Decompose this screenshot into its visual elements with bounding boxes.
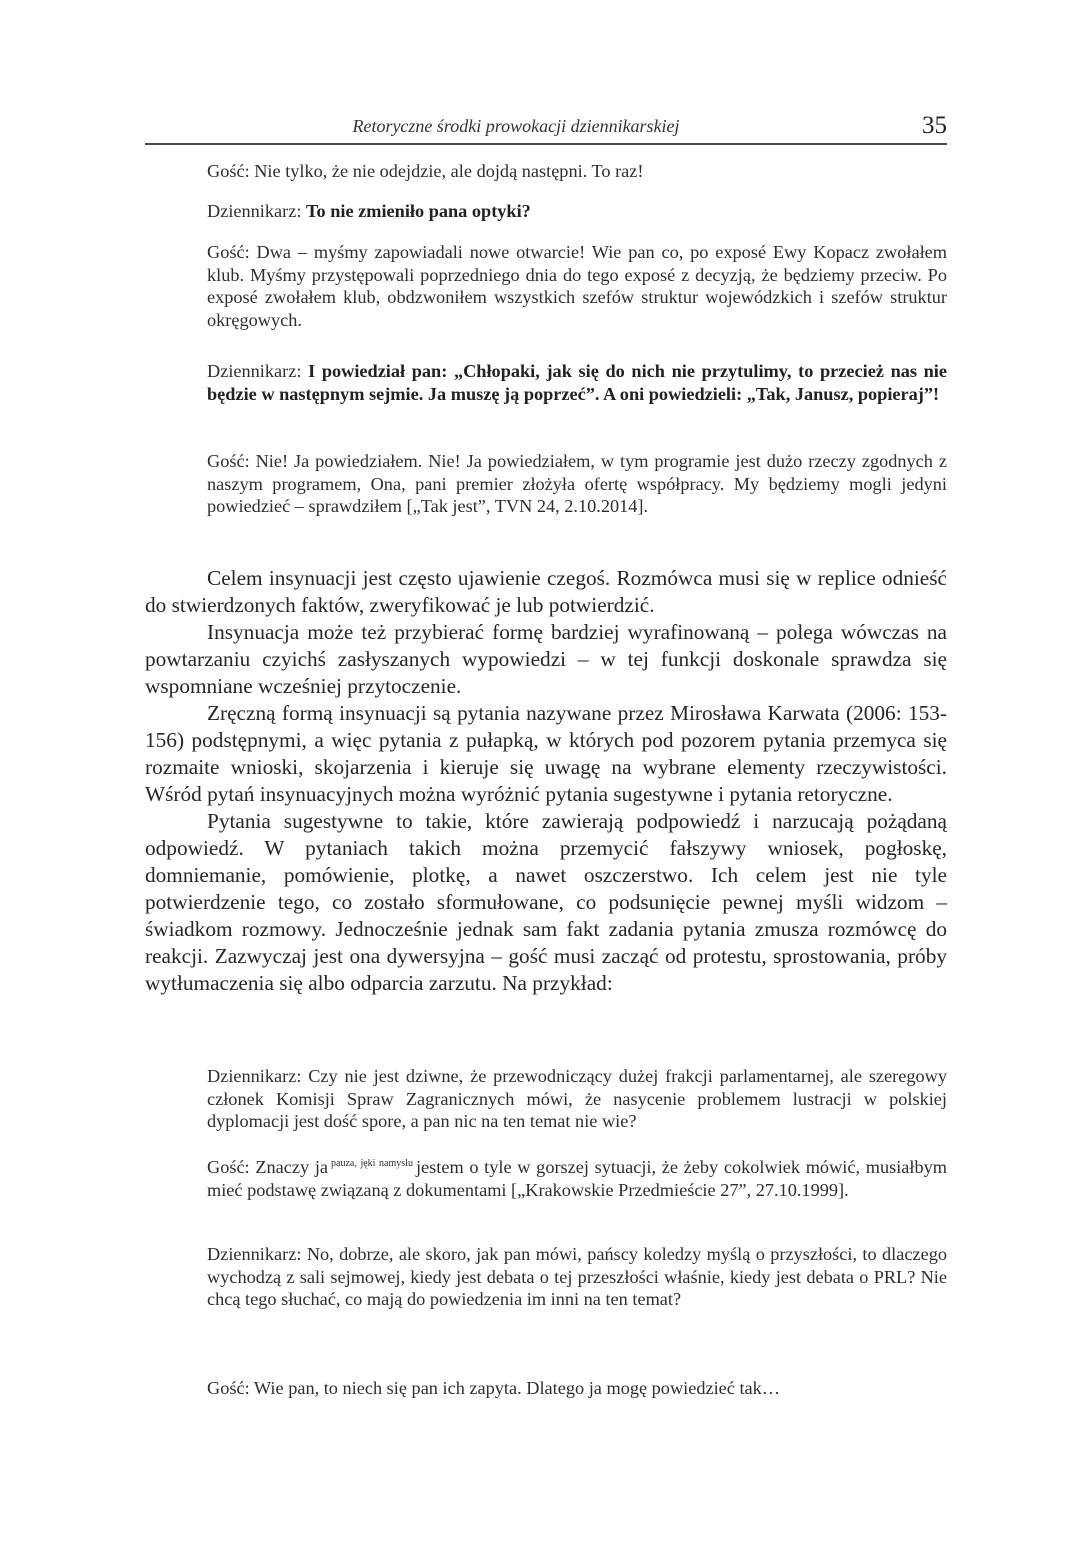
utterance-part: jestem o tyle w gorszej sytuacji, że żeby cokolwiek mówić, musiałbym mieć podstawę związaną z dokumentami [„Krakowskie Przedmieście 27”, 27.10.1999].	[207, 1157, 947, 1200]
paragraph: Pytania sugestywne to takie, które zawierają podpowiedź i narzucają pożądaną odpowiedź. W pytaniach takich można przemycić fałszywy wniosek, pogłoskę, domniemanie, pomówienie, plotkę, a nawet oszczerstwo. Ich celem jest nie tyle potwierdzenie tego, co zostało sformułowane, co podsunięcie pewnej myśli widzom – świadkom rozmowy. Jednocześnie jednak sam fakt zadania pytania zmusza rozmówcę do reakcji. Zazwyczaj jest ona dywersyjna – gość musi zacząć od protestu, sprostowania, próby wytłumaczenia się albo odparcia zarzutu. Na przykład:	[145, 809, 947, 995]
speaker-label: Gość:	[207, 161, 250, 181]
body-text	[145, 565, 947, 997]
utterance: Nie! Ja powiedziałem. Nie! Ja powiedziałem, w tym programie jest dużo rzeczy zgodnych z naszym programem, Ona, pani premier złożyła ofertę współpracy. My będziemy mogli jedyni powiedzieć – sprawdziłem [„Tak jest”, TVN 24, 2.10.2014].	[207, 451, 947, 516]
dialog-line	[207, 241, 947, 331]
dialog-line	[207, 1153, 947, 1201]
stage-direction-superscript: pauza, jęki namysłu	[331, 1158, 413, 1169]
dialog-line	[207, 450, 947, 518]
utterance: Dwa – myśmy zapowiadali nowe otwarcie! Wie pan co, po exposé Ewy Kopacz zwołałem klub. Myśmy przystępowali poprzedniego dnia do tego exposé z decyzją, że będziemy przeciw. Po exposé zwołałem klub, obdzwoniłem wszystkich szefów struktur wojewódzkich i szefów struktur okręgowych.	[207, 242, 947, 330]
utterance: Nie tylko, że nie odejdzie, ale dojdą następni. To raz!	[254, 161, 644, 181]
paragraph: Celem insynuacji jest często ujawienie czegoś. Rozmówca musi się w replice odnieść do stwierdzonych faktów, zweryfikować je lub potwierdzić.	[145, 566, 947, 617]
dialog-line	[207, 200, 947, 223]
dialog-line	[207, 1377, 947, 1400]
speaker-label: Dziennikarz:	[207, 201, 302, 221]
utterance: To nie zmieniło pana optyki?	[305, 201, 531, 221]
speaker-label: Dziennikarz:	[207, 361, 302, 381]
header-rule	[145, 143, 947, 145]
dialog-line	[207, 360, 947, 405]
speaker-label: Gość:	[207, 242, 250, 262]
page-number: 35	[922, 112, 947, 139]
speaker-label: Dziennikarz:	[207, 1244, 302, 1264]
running-title: Retoryczne środki prowokacji dziennikarskiej	[352, 116, 680, 136]
speaker-label: Dziennikarz:	[207, 1066, 302, 1086]
dialog-line	[207, 160, 947, 183]
speaker-label: Gość:	[207, 1157, 250, 1177]
utterance: No, dobrze, ale skoro, jak pan mówi, pańscy koledzy myślą o przyszłości, to dlaczego wychodzą z sali sejmowej, kiedy jest debata o tej przeszłości właśnie, kiedy jest debata o PRL? Nie chcą tego słuchać, co mają do powiedzenia im inni na ten temat?	[207, 1244, 947, 1309]
dialog-line	[207, 1243, 947, 1311]
speaker-label: Gość:	[207, 1378, 250, 1398]
utterance: Wie pan, to niech się pan ich zapyta. Dlatego ja mogę powiedzieć tak…	[253, 1378, 781, 1398]
paragraph: Zręczną formą insynuacji są pytania nazywane przez Mirosława Karwata (2006: 153-156) podstępnymi, a więc pytania z pułapką, w których pod pozorem pytania przemyca się rozmaite wnioski, skojarzenia i kieruje się uwagę na wybrane elementy rzeczywistości. Wśród pytań insynuacyjnych można wyróżnić pytania sugestywne i pytania retoryczne.	[145, 701, 947, 806]
utterance-part: Znaczy ja	[255, 1157, 329, 1177]
dialog-line	[207, 1065, 947, 1133]
utterance: I powiedział pan: „Chłopaki, jak się do nich nie przytulimy, to przecież nas nie będzie w następnym sejmie. Ja muszę ją poprzeć”. A oni powiedzieli: „Tak, Janusz, popieraj”!	[207, 361, 947, 404]
utterance: Czy nie jest dziwne, że przewodniczący dużej frakcji parlamentarnej, ale szeregowy członek Komisji Spraw Zagranicznych mówi, że nasycenie problemem lustracji w polskiej dyplomacji jest dość spore, a pan nic na ten temat nie wie?	[207, 1066, 947, 1131]
page-header	[145, 112, 947, 142]
speaker-label: Gość:	[207, 451, 250, 471]
paragraph: Insynuacja może też przybierać formę bardziej wyrafinowaną – polega wówczas na powtarzaniu czyichś zasłyszanych wypowiedzi – w tej funkcji doskonale sprawdza się wspomniane wcześniej przytoczenie.	[145, 620, 947, 698]
